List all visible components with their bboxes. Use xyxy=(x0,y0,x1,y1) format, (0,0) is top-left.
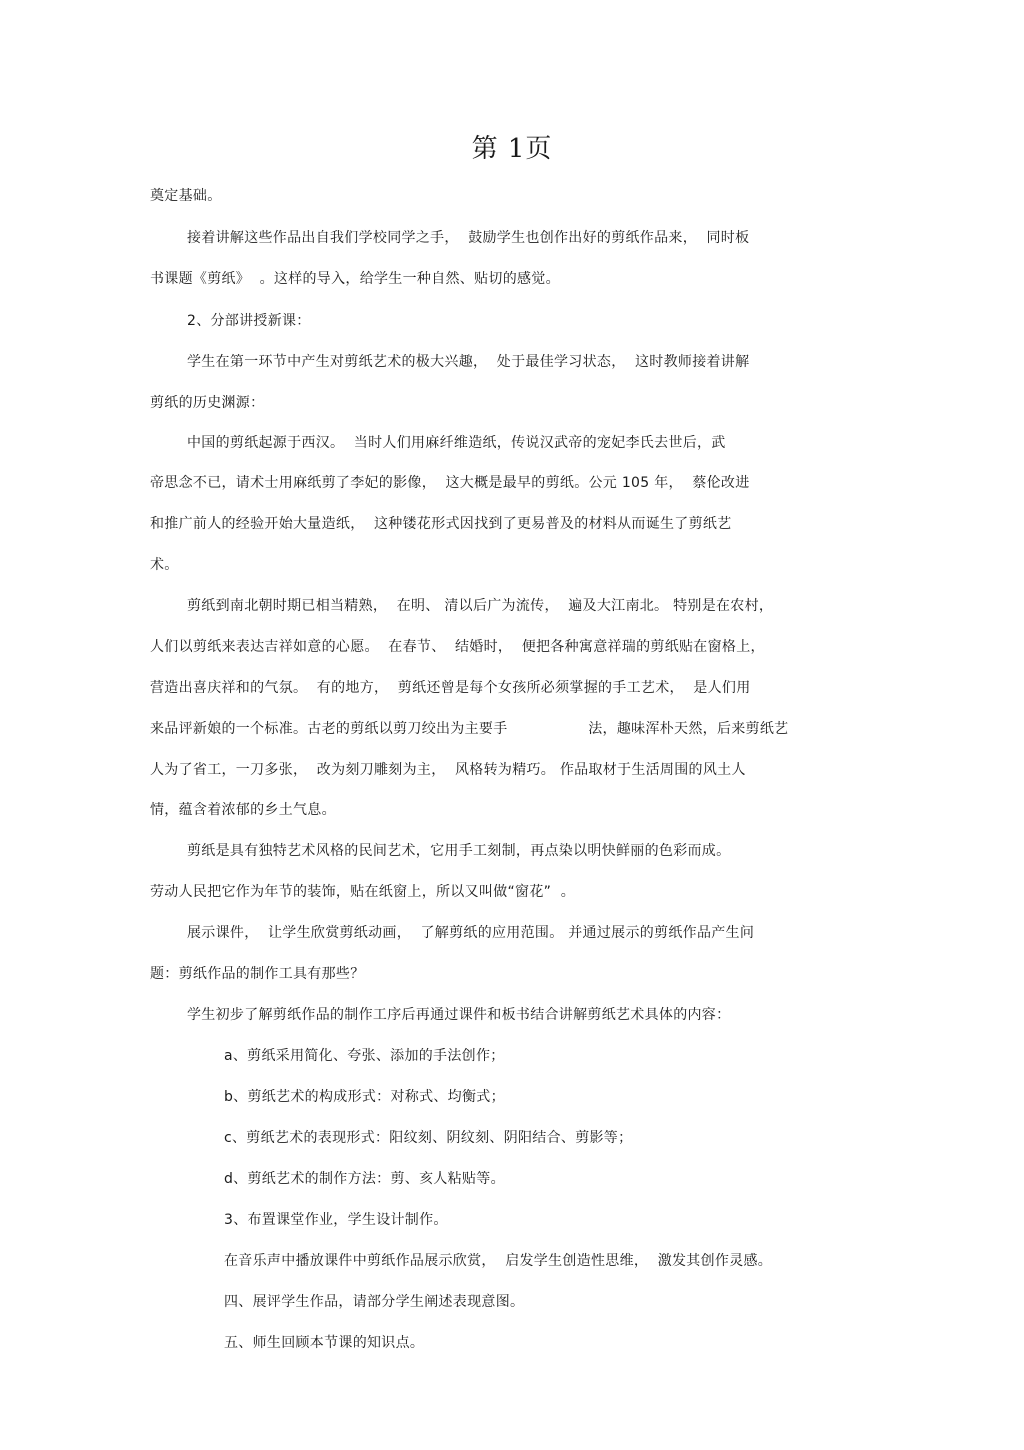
text-line: 劳动人民把它作为年节的装饰，贴在纸窗上，所以又叫做“窗花” 。 xyxy=(150,884,576,900)
text-line: 和推广前人的经验开始大量造纸， 这种镂花形式因找到了更易普及的材料从而诞生了剪纸艺 xyxy=(150,516,732,532)
text-line: 奠定基础。 xyxy=(150,188,222,204)
text-line: 学生在第一环节中产生对剪纸艺术的极大兴趣， 处于最佳学习状态， 这时教师接着讲解 xyxy=(187,354,750,370)
text-line: 营造出喜庆祥和的气氛。 有的地方， 剪纸还曾是每个女孩所必须掌握的手工艺术， 是人们用 xyxy=(150,680,751,696)
text-line: 剪纸的历史渊源： xyxy=(150,395,265,411)
text-line: 展示课件， 让学生欣赏剪纸动画， 了解剪纸的应用范围。 并通过展示的剪纸作品产生问 xyxy=(187,925,755,941)
text-line: 书课题《剪纸》 。这样的导入，给学生一种自然、贴切的感觉。 xyxy=(150,271,560,287)
text-line: 在音乐声中播放课件中剪纸作品展示欣赏， 启发学生创造性思维， 激发其创作灵感。 xyxy=(224,1253,773,1269)
text-line: 人们以剪纸来表达吉祥如意的心愿。 在春节、 结婚时， 便把各种寓意祥瑞的剪纸贴在窗格上， xyxy=(150,639,765,655)
text-line: 中国的剪纸起源于西汉。 当时人们用麻纤维造纸，传说汉武帝的宠妃李氏去世后，武 xyxy=(187,435,726,451)
text-line: 五、师生回顾本节课的知识点。 xyxy=(224,1335,425,1351)
text-line: 题：剪纸作品的制作工具有那些？ xyxy=(150,966,365,982)
text-line: 四、展评学生作品，请部分学生阐述表现意图。 xyxy=(224,1294,525,1310)
text-line: 接着讲解这些作品出自我们学校同学之手， 鼓励学生也创作出好的剪纸作品来， 同时板 xyxy=(187,230,750,246)
page-header: 第 1页 xyxy=(471,134,553,164)
text-line: 3、布置课堂作业，学生设计制作。 xyxy=(224,1212,448,1228)
text-line: 学生初步了解剪纸作品的制作工序后再通过课件和板书结合讲解剪纸艺术具体的内容： xyxy=(187,1007,731,1023)
text-line: d、剪纸艺术的制作方法：剪、亥人粘贴等。 xyxy=(224,1171,505,1187)
text-line: 帝思念不已，请术士用麻纸剪了李妃的影像， 这大概是最早的剪纸。公元 105 年， 蔡伦改进 xyxy=(150,475,750,491)
text-line: 情，蕴含着浓郁的乡土气息。 xyxy=(150,802,336,818)
text-line: c、剪纸艺术的表现形式：阳纹刻、阴纹刻、阴阳结合、剪影等； xyxy=(224,1130,633,1146)
text-line: 剪纸到南北朝时期已相当精熟， 在明、 清以后广为流传， 遍及大江南北。 特别是在农村， xyxy=(187,598,774,614)
text-line: b、剪纸艺术的构成形式：对称式、均衡式； xyxy=(224,1089,505,1105)
text-line: a、剪纸采用简化、夸张、添加的手法创作； xyxy=(224,1048,505,1064)
text-line: 来品评新娘的一个标准。古老的剪纸以剪刀绞出为主要手 法，趣味浑朴天然，后来剪纸艺 xyxy=(150,721,789,737)
text-line: 人为了省工，一刀多张， 改为刻刀雕刻为主， 风格转为精巧。 作品取材于生活周围的风土人 xyxy=(150,762,746,778)
text-line: 2、分部讲授新课： xyxy=(187,313,311,329)
text-line: 术。 xyxy=(150,557,179,573)
text-line: 剪纸是具有独特艺术风格的民间艺术，它用手工刻制，再点染以明快鲜丽的色彩而成。 xyxy=(187,843,731,859)
